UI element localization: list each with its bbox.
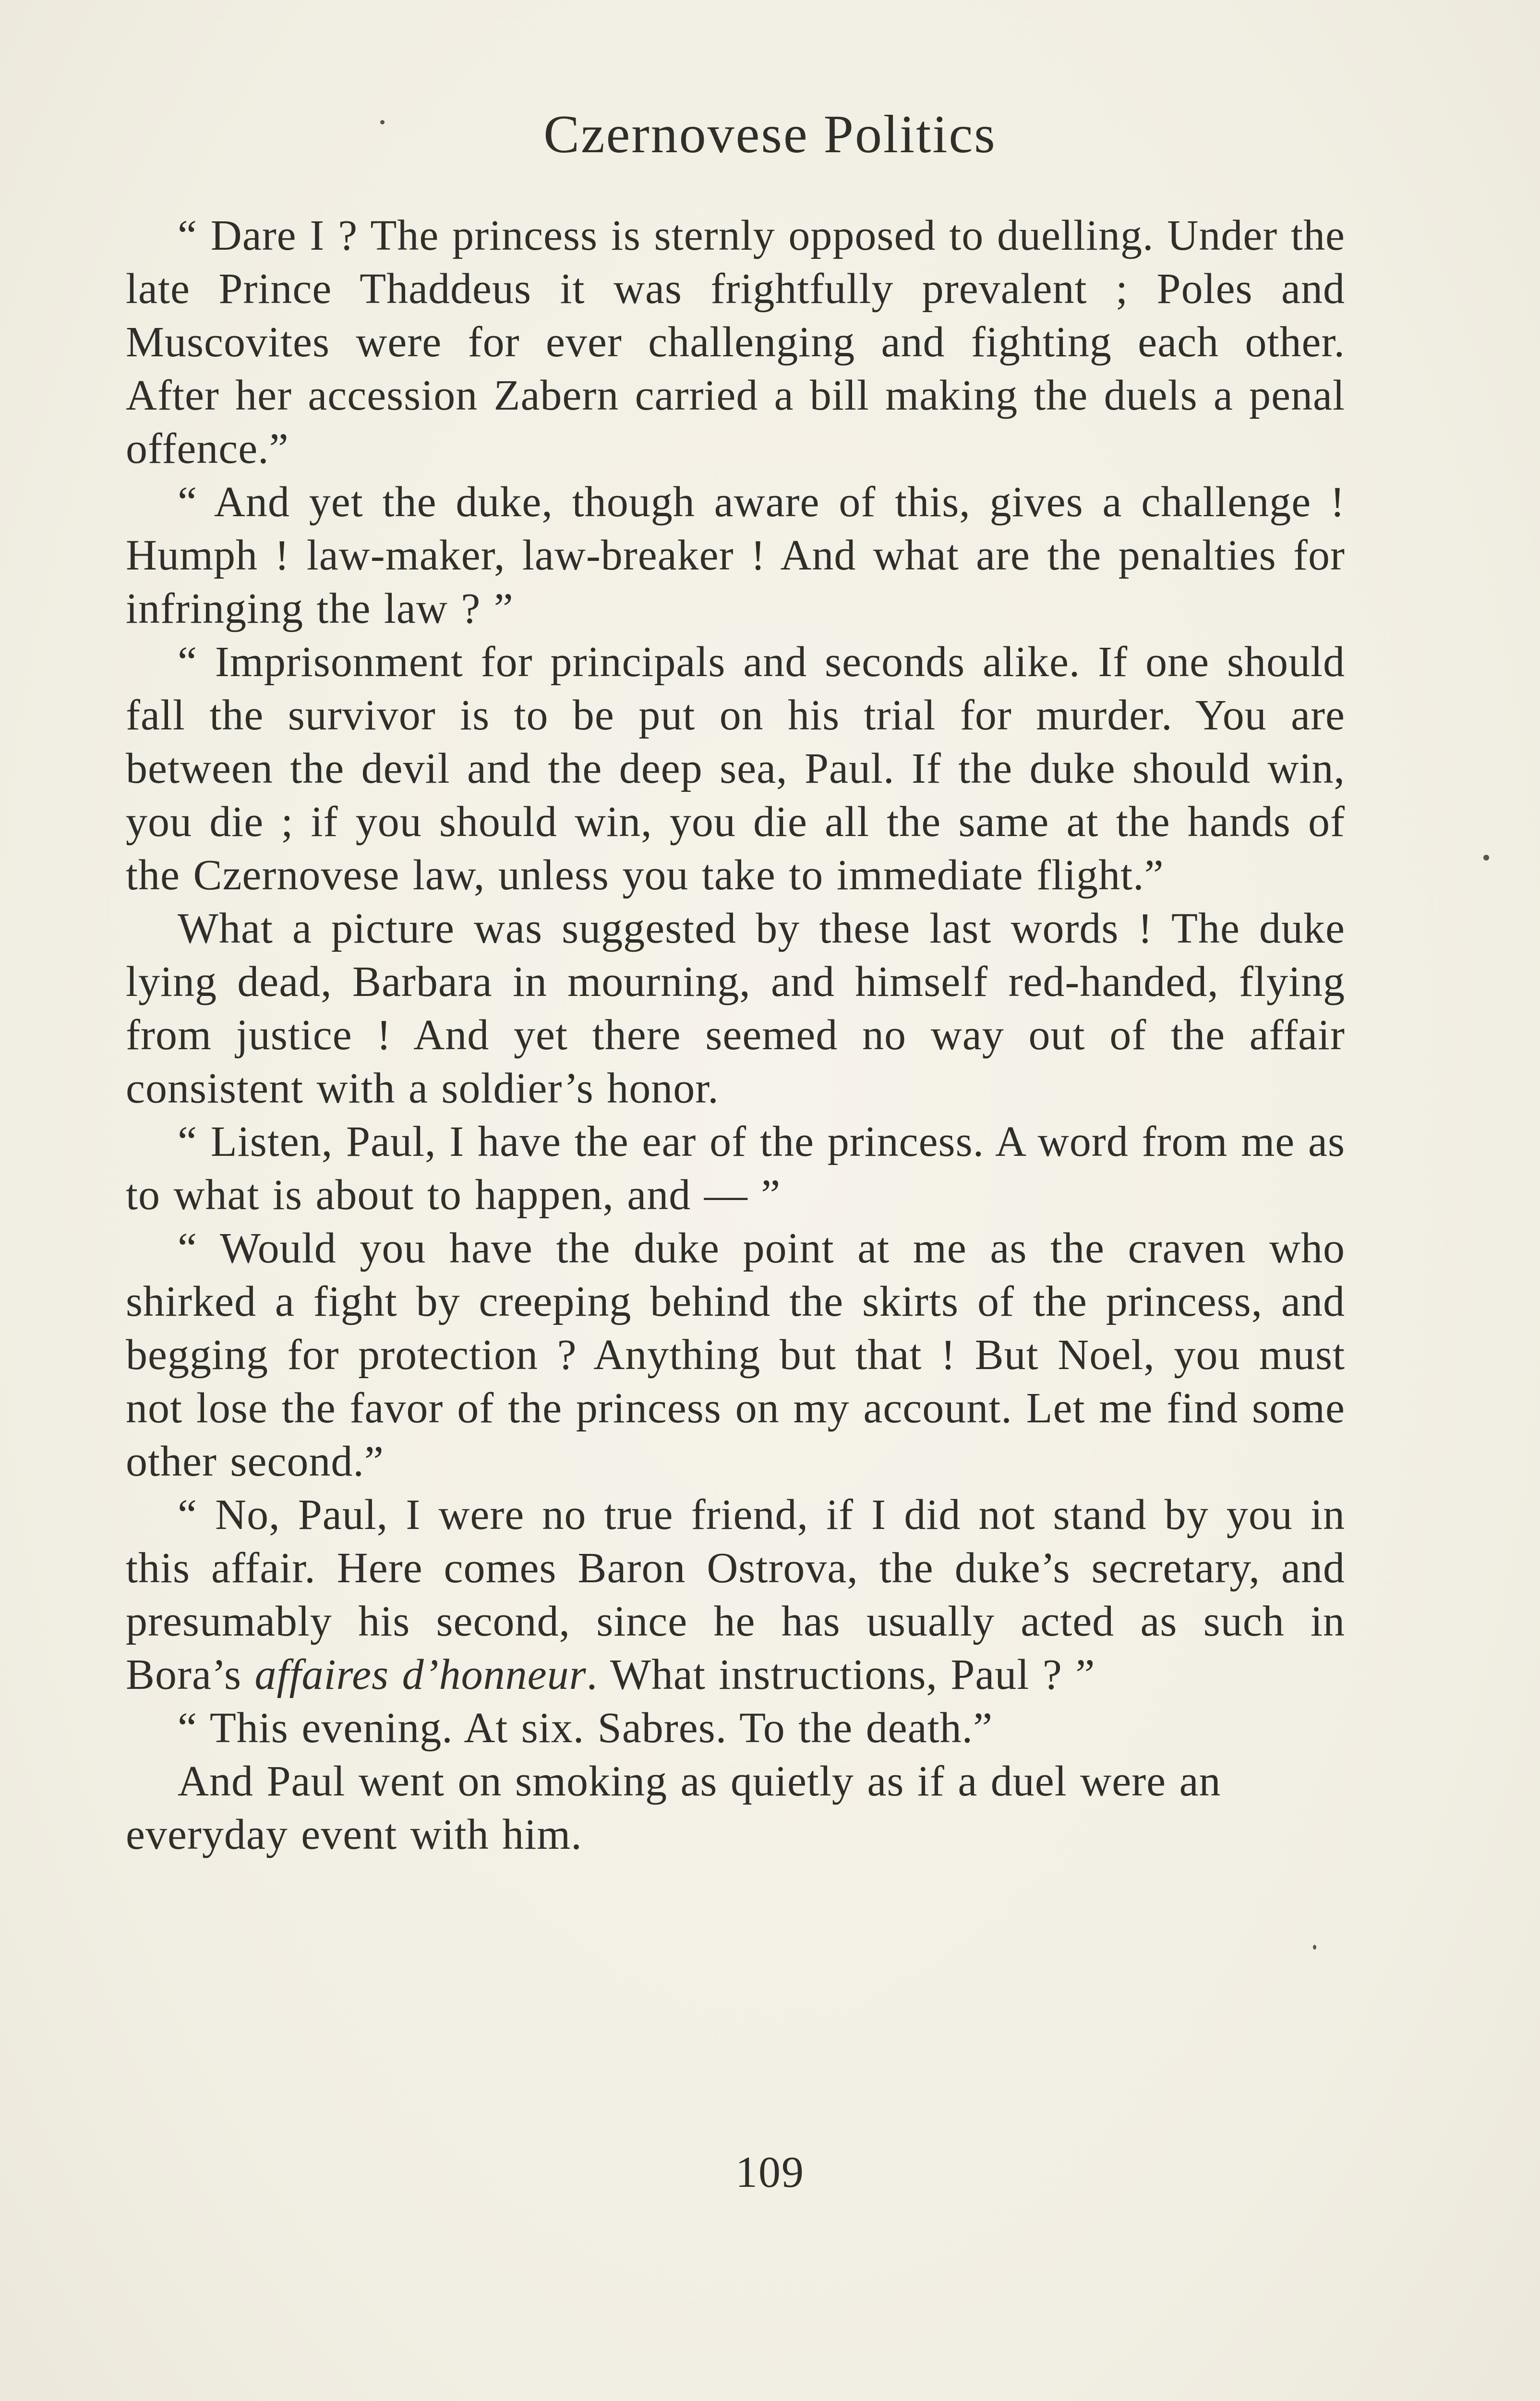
page-number: 109 xyxy=(735,2147,805,2196)
paragraph-3: “ Imprisonment for principals and seconds alike. If one should fall the survivor is to be put on his trial for murder. You are between the devil and the deep sea, Paul. If the duke should win, you die ; if you should win, you die all the same at the hands of the Czernovese law, unless you take to immediate flight.” xyxy=(126,638,1345,899)
paragraph-7-italic: affaires d’honneur xyxy=(254,1651,587,1698)
body-text xyxy=(126,209,1345,1861)
paper-speck xyxy=(1483,855,1489,861)
paragraph-7-after: . What instructions, Paul ? ” xyxy=(586,1651,1095,1698)
paragraph-5: “ Listen, Paul, I have the ear of the princess. A word from me as to what is about to happen, and — ” xyxy=(126,1118,1345,1219)
paragraph-2: “ And yet the duke, though aware of this, gives a challenge ! Humph ! law-maker, law-breaker ! And what are the penalties for infringing the law ? ” xyxy=(126,478,1345,632)
running-head: Czernovese Politics xyxy=(543,105,997,164)
paragraph-9: And Paul went on smoking as quietly as if a duel were an everyday event with him. xyxy=(126,1758,1221,1858)
paragraph-8: “ This evening. At six. Sabres. To the death.” xyxy=(178,1704,993,1752)
paper-speck xyxy=(1313,1945,1316,1950)
paragraph-1: “ Dare I ? The princess is sternly opposed to duelling. Under the late Prince Thaddeus it was frightfully prevalent ; Poles and Muscovites were for ever challenging and fighting each other. After her accession Zabern carried a bill making the duels a penal offence.” xyxy=(126,212,1345,473)
paragraph-6: “ Would you have the duke point at me as the craven who shirked a fight by creeping behind the skirts of the princess, and begging for protection ? Anything but that ! But Noel, you must not lose the favor of the princess on my account. Let me find some other second.” xyxy=(126,1225,1345,1485)
paragraph-4: What a picture was suggested by these last words ! The duke lying dead, Barbara in mourning, and himself red-handed, flying from justice ! And yet there seemed no way out of the affair consistent with a soldier’s honor. xyxy=(126,905,1345,1112)
paragraph-7 xyxy=(126,1488,1345,1701)
paper-speck xyxy=(380,120,385,124)
paragraph-7-before: “ No, Paul, I were no true friend, if I did not stand by you in this affair. Here comes Baron Ostrova, the duke’s secretary, and presumably his second, since he has usually acted as such in Bora’s xyxy=(126,1491,1345,1698)
